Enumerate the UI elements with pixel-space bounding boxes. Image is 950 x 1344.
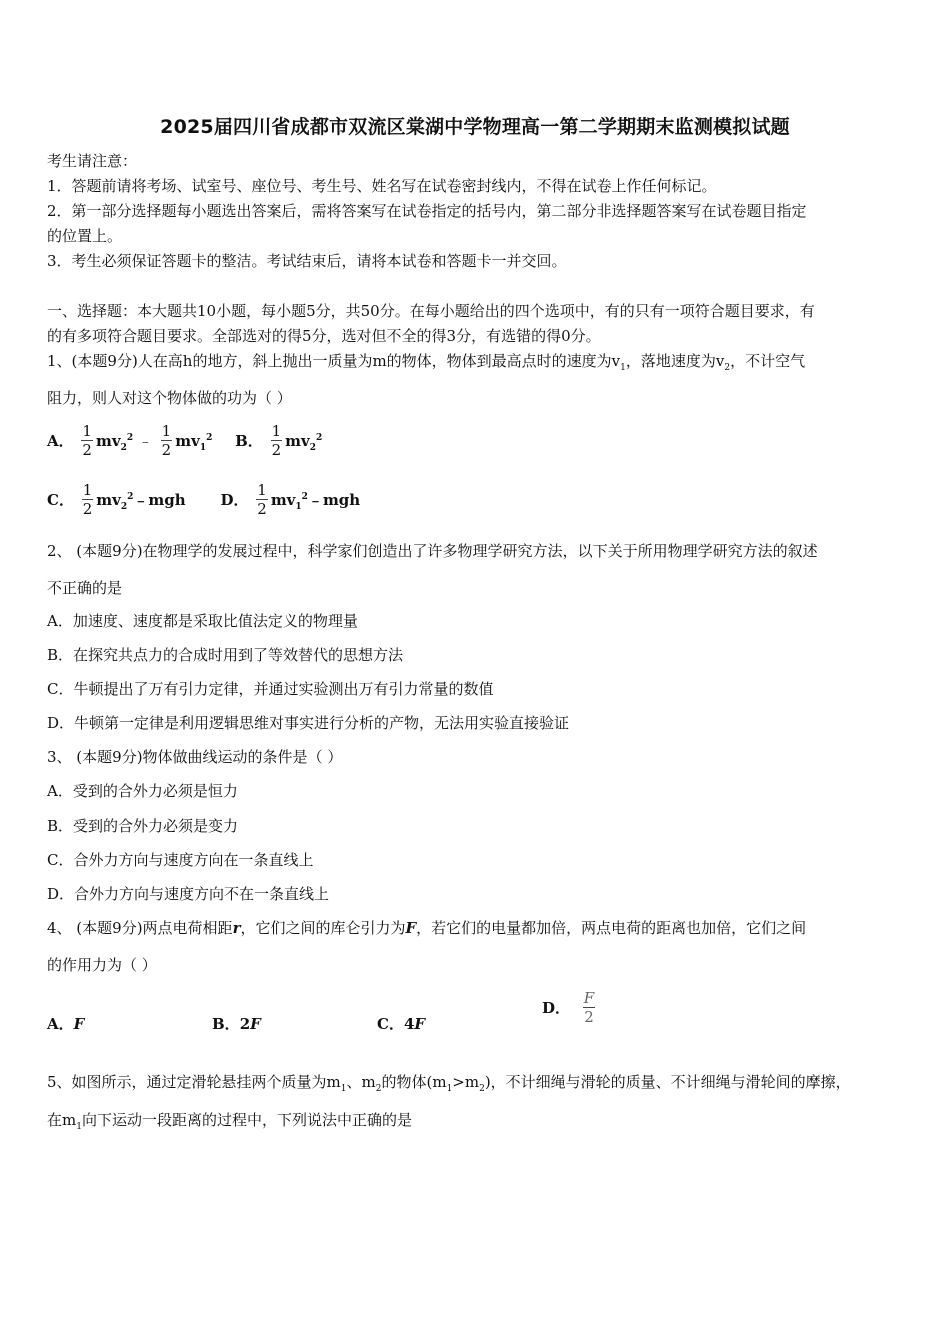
question-2-stem: 2、 (本题9分)在物理学的发展过程中，科学家们创造出了许多物理学研究方法，以下关于所用物理学研究方法的叙述 xyxy=(47,542,818,560)
notice-item-1: 1．答题前请将考场、试室号、座位号、考生号、姓名写在试卷密封线内，不得在试卷上作任何标记。 xyxy=(47,177,717,195)
question-5-stem: 5、如图所示，通过定滑轮悬挂两个质量为$m_1$、$m_2$的物体$(m_1>m_2)$，不计细绳与滑轮的质量、不计细绳与滑轮间的摩擦， xyxy=(47,1073,851,1094)
question-2-option-a: A．加速度、速度都是采取比值法定义的物理量 xyxy=(47,612,358,630)
question-2-option-d: D．牛顿第一定律是利用逻辑思维对事实进行分析的产物，无法用实验直接验证 xyxy=(47,714,570,732)
notice-item-3: 3．考生必须保证答题卡的整洁。考试结束后，请将本试卷和答题卡一并交回。 xyxy=(47,252,567,270)
question-4-option-c: C．4F xyxy=(377,1015,426,1033)
question-2-option-c: C．牛顿提出了万有引力定律，并通过实验测出万有引力常量的数值 xyxy=(47,680,494,698)
question-1-stem-cont: 阻力，则人对这个物体做的功为（ ） xyxy=(47,389,292,407)
question-4-option-b: B．2F xyxy=(212,1015,261,1033)
question-3-option-d: D．合外力方向与速度方向不在一条直线上 xyxy=(47,885,330,903)
question-3-stem: 3、 (本题9分)物体做曲线运动的条件是（ ） xyxy=(47,748,343,766)
question-4-stem: 4、 (本题9分)两点电荷相距r，它们之间的库仑引力为F，若它们的电量都加倍，两点电荷的距离也加倍，它们之间 xyxy=(47,919,807,937)
notice-item-2-cont: 的位置上。 xyxy=(47,227,123,245)
question-2-stem-cont: 不正确的是 xyxy=(47,579,123,597)
fraction: $\frac{1}{2}$ xyxy=(161,422,172,459)
question-4-stem-cont: 的作用力为（ ） xyxy=(47,956,157,974)
fraction: $\frac{1}{2}$ xyxy=(257,481,267,518)
question-1-options-ab: A． $\frac{1}{2}$ $mv_2^2$ ﹣ $\frac{1}{2}$ $mv_1^2$ B． $\frac{1}{2}$ $mv_2^2$ xyxy=(47,422,323,459)
fraction: $\frac{1}{2}$ xyxy=(82,422,92,459)
question-4-option-a: A．F xyxy=(47,1015,85,1033)
fraction: $\frac{1}{2}$ xyxy=(82,481,93,518)
question-3-option-b: B．受到的合外力必须是变力 xyxy=(47,817,239,835)
question-3-option-c: C．合外力方向与速度方向在一条直线上 xyxy=(47,851,314,869)
section-instructions-line2: 的有多项符合题目要求。全部选对的得5分，选对但不全的得3分，有选错的得0分。 xyxy=(47,327,601,345)
question-1-stem: 1、(本题9分)人在高h的地方，斜上抛出一质量为m的物体，物体到最高点时的速度为$v_1$，落地速度为$v_2$，不计空气 xyxy=(47,352,806,373)
question-5-stem-cont: 在$m_1$向下运动一段距离的过程中，下列说法中正确的是 xyxy=(47,1111,412,1132)
notice-item-2: 2．第一部分选择题每小题选出答案后，需将答案写在试卷指定的括号内，第二部分非选择题答案写在试卷题目指定 xyxy=(47,202,807,220)
question-2-option-b: B．在探究共点力的合成时用到了等效替代的思想方法 xyxy=(47,646,404,664)
section-instructions-line1: 一、选择题：本大题共10小题，每小题5分，共50分。在每小题给出的四个选项中，有的只有一项符合题目要求，有 xyxy=(47,302,815,320)
question-4-option-d: D． $\frac{F}{2}$ xyxy=(542,989,595,1026)
fraction: $\frac{F}{2}$ xyxy=(583,989,595,1026)
notice-heading: 考生请注意： xyxy=(47,152,138,170)
question-3-option-a: A．受到的合外力必须是恒力 xyxy=(47,782,238,800)
question-1-options-cd: C． $\frac{1}{2}$ $mv_2^2﹣mgh$ D． $\frac{1}{2}$ $mv_1^2﹣mgh$ xyxy=(47,481,361,518)
fraction: $\frac{1}{2}$ xyxy=(271,422,282,459)
page-title: 2025届四川省成都市双流区棠湖中学物理高一第二学期期末监测模拟试题 xyxy=(160,116,790,138)
